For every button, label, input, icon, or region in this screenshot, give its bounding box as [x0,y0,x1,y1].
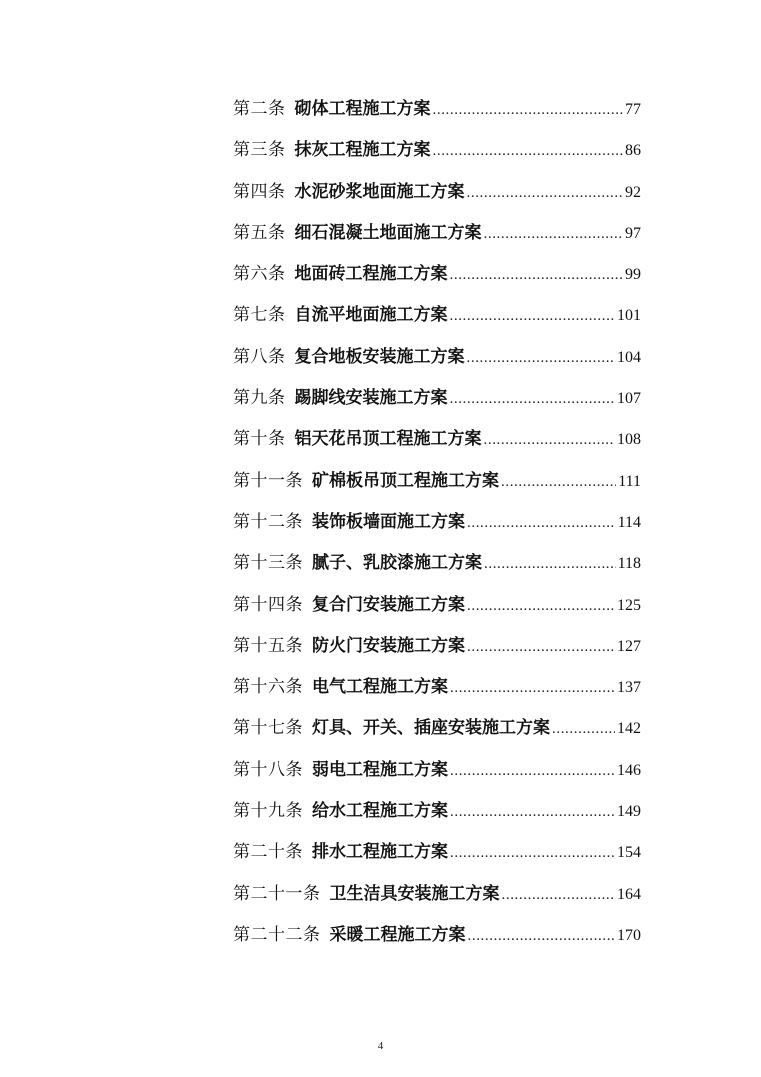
toc-entry-page: 108 [617,431,641,449]
toc-entry-title: 水泥砂浆地面施工方案 [294,181,465,202]
page-number: 4 [377,1040,384,1052]
toc-entry-title: 砌体工程施工方案 [294,99,431,119]
toc-entry[interactable] [233,213,641,254]
toc-entry-number: 第十七条 [233,718,303,739]
toc-dot-leader [450,833,615,874]
toc-entry-page: 77 [625,101,641,118]
toc-entry-page: 111 [618,472,641,490]
toc-dot-leader [450,255,624,296]
toc-entry-number: 第二十二条 [233,924,321,945]
toc-entry-title: 电气工程施工方案 [312,677,448,698]
toc-entry[interactable] [233,89,641,130]
toc-entry-title: 防火门安装施工方案 [312,635,465,656]
toc-entry[interactable] [233,295,641,336]
toc-entry-page: 164 [617,885,641,903]
toc-entry-number: 第十九条 [233,801,303,822]
toc-dot-leader [502,875,616,916]
toc-entry-number: 第九条 [233,388,286,409]
toc-entry-title: 铝天花吊顶工程施工方案 [294,429,482,450]
toc-entry-number: 第二十一条 [233,883,321,904]
toc-entry[interactable] [233,419,641,460]
toc-entry-title: 复合地板安装施工方案 [294,346,465,367]
toc-entry[interactable] [233,667,641,708]
toc-dot-leader [467,173,624,214]
toc-entry[interactable] [233,915,641,956]
toc-entry-number: 第十条 [233,429,286,450]
toc-dot-leader [467,586,615,627]
toc-entry-page: 99 [625,266,641,284]
toc-entry-number: 第四条 [233,181,286,202]
toc-entry-page: 101 [617,307,641,325]
toc-dot-leader [450,668,615,709]
toc-dot-leader [450,296,616,337]
toc-dot-leader [450,792,615,833]
toc-entry-page: 97 [625,224,641,242]
toc-entry-number: 第二十条 [233,842,303,863]
toc-entry-number: 第二条 [233,99,286,119]
toc-entry-title: 地面砖工程施工方案 [294,264,448,285]
toc-entry[interactable] [233,708,641,749]
toc-entry-title: 装饰板墙面施工方案 [312,511,465,532]
toc-entry-title: 矿棉板吊顶工程施工方案 [312,470,499,491]
toc-entry-title: 踢脚线安装施工方案 [294,388,448,409]
toc-dot-leader [467,503,616,544]
toc-dot-leader [501,462,616,503]
toc-dot-leader [450,751,615,792]
toc-entry-number: 第十八条 [233,759,303,780]
toc-entry-title: 灯具、开关、插座安装施工方案 [312,718,550,739]
toc-entry-title: 卫生洁具安装施工方案 [329,883,500,904]
toc-entry-number: 第十一条 [233,470,303,491]
toc-entry-page: 154 [617,844,641,862]
toc-entry-page: 104 [617,348,641,366]
toc-entry-title: 腻子、乳胶漆施工方案 [312,553,482,574]
toc-entry-number: 第十六条 [233,677,303,698]
toc-dot-leader [484,544,616,585]
toc-entry[interactable] [233,626,641,667]
toc-dot-leader [468,916,616,957]
toc-entry[interactable] [233,585,641,626]
toc-entry-title: 排水工程施工方案 [312,842,448,863]
toc-dot-leader [484,214,624,255]
toc-dot-leader [433,90,624,131]
table-of-contents [233,89,641,956]
toc-entry-title: 自流平地面施工方案 [294,305,448,326]
toc-entry-page: 170 [617,926,641,944]
toc-entry-number: 第五条 [233,222,286,243]
toc-entry-page: 146 [617,761,641,779]
toc-entry-page: 127 [617,637,641,655]
toc-entry-page: 92 [625,183,641,201]
toc-entry-title: 复合门安装施工方案 [312,594,465,615]
toc-entry-page: 142 [617,720,641,738]
toc-entry-page: 149 [617,803,641,821]
toc-entry[interactable] [233,378,641,419]
toc-dot-leader [552,709,615,750]
toc-entry-title: 采暖工程施工方案 [329,924,466,945]
toc-entry-number: 第十二条 [233,511,303,532]
toc-entry[interactable] [233,750,641,791]
toc-entry[interactable] [233,502,641,543]
toc-dot-leader [467,338,616,379]
toc-entry-page: 137 [617,679,641,697]
toc-entry[interactable] [233,337,641,378]
toc-dot-leader [450,379,616,420]
toc-entry[interactable] [233,130,641,171]
toc-entry-number: 第三条 [233,140,286,161]
toc-dot-leader [467,627,615,668]
toc-entry-title: 弱电工程施工方案 [312,759,448,780]
toc-entry-title: 抹灰工程施工方案 [294,140,431,161]
toc-entry-page: 125 [617,596,641,614]
toc-entry[interactable] [233,832,641,873]
toc-entry[interactable] [233,254,641,295]
toc-entry[interactable] [233,461,641,502]
toc-entry-page: 86 [625,142,641,160]
toc-dot-leader [433,131,624,172]
toc-entry-number: 第八条 [233,346,286,367]
toc-entry[interactable] [233,791,641,832]
toc-entry-page: 107 [617,390,641,408]
toc-entry-page: 118 [617,555,641,573]
toc-entry[interactable] [233,874,641,915]
toc-entry[interactable] [233,172,641,213]
toc-entry-number: 第十三条 [233,553,303,574]
toc-entry-number: 第六条 [233,264,286,285]
toc-entry-number: 第十四条 [233,594,303,615]
toc-entry-title: 细石混凝土地面施工方案 [294,222,482,243]
toc-entry-number: 第十五条 [233,635,303,656]
toc-dot-leader [484,420,616,461]
toc-entry[interactable] [233,543,641,584]
toc-entry-number: 第七条 [233,305,286,326]
toc-entry-title: 给水工程施工方案 [312,801,448,822]
toc-entry-page: 114 [617,513,641,531]
